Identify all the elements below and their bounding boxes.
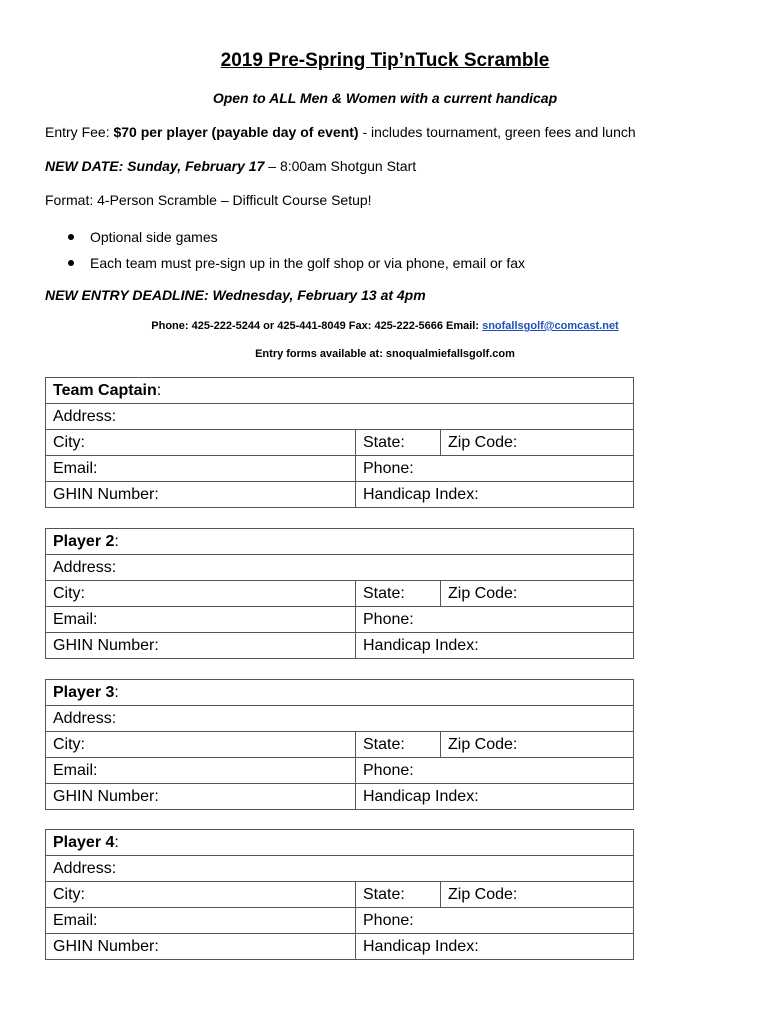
format-line: Format: 4-Person Scramble – Difficult Course Setup! <box>45 192 372 208</box>
phone-field[interactable]: Phone: <box>356 758 634 784</box>
handicap-field[interactable]: Handicap Index: <box>356 633 634 659</box>
bullet-dot-icon <box>68 260 74 266</box>
bullet-text: Each team must pre-sign up in the golf shop or via phone, email or fax <box>90 255 526 271</box>
state-field[interactable]: State: <box>356 882 441 908</box>
form-heading-cell: Player 3: <box>46 680 634 706</box>
form-heading: Player 3 <box>53 683 115 701</box>
form-heading-cell: Player 4: <box>46 830 634 856</box>
state-field[interactable]: State: <box>356 581 441 607</box>
entry-deadline: NEW ENTRY DEADLINE: Wednesday, February 13 at 4pm <box>45 287 426 303</box>
phone-field[interactable]: Phone: <box>356 908 634 934</box>
ghin-field[interactable]: GHIN Number: <box>46 633 356 659</box>
entry-fee-label: Entry Fee: <box>45 124 114 140</box>
state-field[interactable]: State: <box>356 732 441 758</box>
email-field[interactable]: Email: <box>46 607 356 633</box>
bullet-dot-icon <box>68 234 74 240</box>
phone-field[interactable]: Phone: <box>356 456 634 482</box>
handicap-field[interactable]: Handicap Index: <box>356 934 634 960</box>
info-bullet-list <box>68 227 525 279</box>
page-subtitle: Open to ALL Men & Women with a current handicap <box>212 90 558 106</box>
address-field[interactable]: Address: <box>46 856 634 882</box>
entry-fee-details: - includes tournament, green fees and lunch <box>358 124 636 140</box>
address-field[interactable]: Address: <box>46 404 634 430</box>
handicap-field[interactable]: Handicap Index: <box>356 482 634 508</box>
form-heading: Player 2 <box>53 532 115 550</box>
city-field[interactable]: City: <box>46 430 356 456</box>
bullet-item <box>68 253 525 279</box>
new-date-start: – 8:00am Shotgun Start <box>264 158 417 174</box>
entry-fee-line <box>45 124 636 140</box>
ghin-field[interactable]: GHIN Number: <box>46 482 356 508</box>
form-heading: Player 4 <box>53 833 115 851</box>
email-field[interactable]: Email: <box>46 758 356 784</box>
player-4-form <box>45 829 634 960</box>
contact-text: Phone: 425-222-5244 or 425-441-8049 Fax: 425-222-5666 Email: <box>151 320 483 332</box>
address-field[interactable]: Address: <box>46 555 634 581</box>
email-field[interactable]: Email: <box>46 456 356 482</box>
new-date-line <box>45 158 416 174</box>
player-3-form <box>45 679 634 810</box>
ghin-field[interactable]: GHIN Number: <box>46 784 356 810</box>
form-heading: Team Captain <box>53 381 157 399</box>
entry-fee-amount: $70 per player (payable day of event) <box>113 124 359 140</box>
email-link[interactable]: snofallsgolf@comcast.net <box>482 320 619 332</box>
forms-available-line: Entry forms available at: snoqualmiefallsgolf.com <box>255 348 515 360</box>
form-heading-cell: Team Captain: <box>46 378 634 404</box>
state-field[interactable]: State: <box>356 430 441 456</box>
bullet-item <box>68 227 525 253</box>
contact-line <box>0 320 770 332</box>
city-field[interactable]: City: <box>46 581 356 607</box>
bullet-text: Optional side games <box>90 229 218 245</box>
zip-field[interactable]: Zip Code: <box>441 581 634 607</box>
ghin-field[interactable]: GHIN Number: <box>46 934 356 960</box>
player-2-form <box>45 528 634 659</box>
form-heading-cell: Player 2: <box>46 529 634 555</box>
zip-field[interactable]: Zip Code: <box>441 882 634 908</box>
handicap-field[interactable]: Handicap Index: <box>356 784 634 810</box>
city-field[interactable]: City: <box>46 732 356 758</box>
email-field[interactable]: Email: <box>46 908 356 934</box>
team-captain-form <box>45 377 634 508</box>
zip-field[interactable]: Zip Code: <box>441 430 634 456</box>
new-date-label: NEW DATE: Sunday, February 17 <box>45 158 265 174</box>
page-title: 2019 Pre-Spring Tip’nTuck Scramble <box>220 50 550 71</box>
phone-field[interactable]: Phone: <box>356 607 634 633</box>
city-field[interactable]: City: <box>46 882 356 908</box>
zip-field[interactable]: Zip Code: <box>441 732 634 758</box>
address-field[interactable]: Address: <box>46 706 634 732</box>
